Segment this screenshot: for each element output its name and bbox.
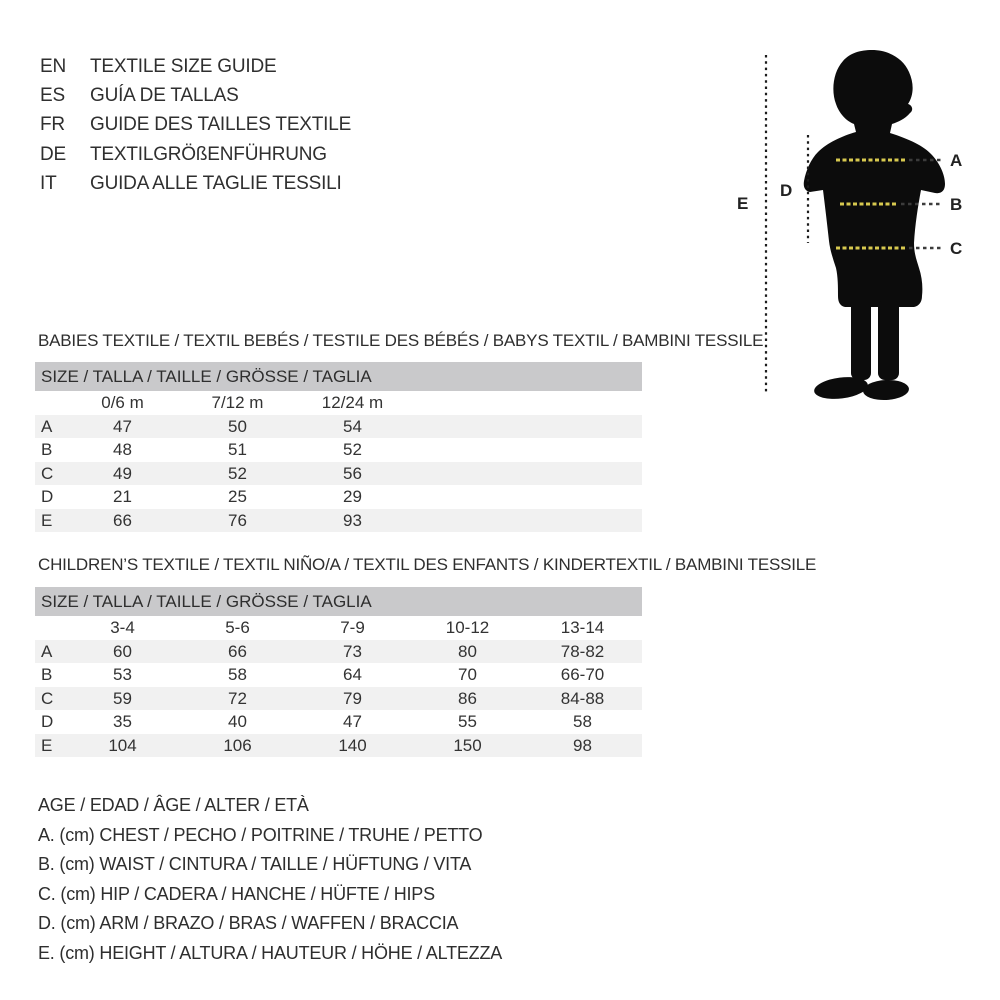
language-row <box>40 52 351 81</box>
table-cell: 64 <box>343 665 362 684</box>
row-label: A <box>41 641 53 661</box>
language-row <box>40 111 351 140</box>
table-row <box>35 663 642 687</box>
right-shoe <box>863 379 910 401</box>
table-row <box>35 640 642 664</box>
table-cell: 49 <box>113 463 132 483</box>
table-cell: 52 <box>343 440 362 459</box>
language-title: TEXTILGRÖßENFÜHRUNG <box>90 143 327 165</box>
table-cell: 106 <box>223 735 252 755</box>
row-label: B <box>41 665 53 684</box>
table-row <box>35 710 642 734</box>
table-cell: 47 <box>343 712 362 731</box>
column-header: 7-9 <box>340 618 365 637</box>
row-label: D <box>41 712 54 731</box>
legend-chest-line: A. (cm) CHEST / PECHO / POITRINE / TRUHE / PETTO <box>38 824 483 845</box>
table-cell: 73 <box>343 641 362 661</box>
table-row <box>35 734 642 758</box>
language-code: FR <box>40 114 65 136</box>
row-label: A <box>41 416 53 436</box>
table-cell: 59 <box>113 688 132 708</box>
table-cell: 25 <box>228 487 247 506</box>
table-cell: 47 <box>113 416 132 436</box>
table-cell: 70 <box>458 665 477 684</box>
table-cell: 56 <box>343 463 362 483</box>
right-leg <box>878 300 899 380</box>
language-code: ES <box>40 85 65 107</box>
column-header: 0/6 m <box>101 393 144 412</box>
table-row <box>35 509 642 533</box>
table-cell: 58 <box>573 712 592 731</box>
table-cell: 66 <box>228 641 247 661</box>
measure-label-a: A <box>950 151 963 170</box>
table-cell: 66 <box>113 510 132 530</box>
table-cell: 50 <box>228 416 247 436</box>
table-row <box>35 438 642 462</box>
table-cell: 21 <box>113 487 132 506</box>
table-cell: 48 <box>113 440 132 459</box>
legend-age-line: AGE / EDAD / ÂGE / ALTER / ETÀ <box>38 795 309 815</box>
table-cell: 54 <box>343 416 362 436</box>
column-header: 7/12 m <box>211 393 264 412</box>
measure-label-e: E <box>737 194 749 213</box>
row-label: D <box>41 487 54 506</box>
table-cell: 93 <box>343 510 362 530</box>
table-cell: 52 <box>228 463 247 483</box>
column-header: 5-6 <box>225 618 250 637</box>
row-label: E <box>41 510 53 530</box>
measurement-legend <box>38 791 502 968</box>
legend-hip-line: C. (cm) HIP / CADERA / HANCHE / HÜFTE / HIPS <box>38 883 435 904</box>
table-cell: 140 <box>338 735 367 755</box>
table-cell <box>35 616 65 640</box>
table-cell: 86 <box>458 688 477 708</box>
left-leg <box>851 300 871 380</box>
table-cell: 78-82 <box>560 641 605 661</box>
children-section-title: CHILDREN’S TEXTILE / TEXTIL NIÑO/A / TEXTIL DES ENFANTS / KINDERTEXTIL / BAMBINI TESSILE <box>38 555 817 574</box>
legend-height-line: E. (cm) HEIGHT / ALTURA / HAUTEUR / HÖHE / ALTEZZA <box>38 942 503 963</box>
column-header: 3-4 <box>110 618 135 637</box>
measure-label-b: B <box>950 195 963 214</box>
table-row <box>35 687 642 711</box>
table-cell: 58 <box>228 665 247 684</box>
table-cell: 84-88 <box>560 688 605 708</box>
table-cell: 150 <box>453 735 482 755</box>
table-cell: 98 <box>573 735 592 755</box>
language-title: GUIDE DES TAILLES TEXTILE <box>90 114 352 136</box>
table-cell: 66-70 <box>560 665 605 684</box>
language-code: IT <box>40 173 57 195</box>
column-header: 13-14 <box>560 618 605 637</box>
table-cell: 72 <box>228 688 247 708</box>
legend-arm-line: D. (cm) ARM / BRAZO / BRAS / WAFFEN / BRACCIA <box>38 913 459 933</box>
table-cell: 79 <box>343 688 362 708</box>
table-cell: 40 <box>228 712 247 731</box>
child-silhouette <box>804 50 945 307</box>
table-cell: 80 <box>458 641 477 661</box>
table-cell: 60 <box>113 641 132 661</box>
row-label: C <box>41 463 54 483</box>
row-label: E <box>41 735 53 755</box>
table-row <box>35 462 642 486</box>
table-cell: 55 <box>458 712 477 731</box>
size-header-bar: SIZE / TALLA / TAILLE / GRÖSSE / TAGLIA <box>35 587 642 616</box>
table-cell: 104 <box>108 735 137 755</box>
children-size-table <box>35 587 642 757</box>
language-title: GUIDA ALLE TAGLIE TESSILI <box>90 173 342 195</box>
language-code: DE <box>40 143 66 165</box>
column-header-row <box>35 391 642 415</box>
table-row <box>35 485 642 509</box>
language-title: GUÍA DE TALLAS <box>90 85 239 107</box>
table-cell: 53 <box>113 665 132 684</box>
row-label: C <box>41 688 54 708</box>
table-row <box>35 415 642 439</box>
language-row <box>40 81 351 110</box>
table-cell <box>35 391 65 415</box>
measure-label-c: C <box>950 239 963 258</box>
row-label: B <box>41 440 53 459</box>
column-header-row <box>35 616 642 640</box>
measure-label-d: D <box>780 181 793 200</box>
table-cell: 29 <box>343 487 362 506</box>
language-code: EN <box>40 55 66 77</box>
language-row <box>40 170 351 199</box>
language-title-list <box>40 52 351 199</box>
table-cell: 76 <box>228 510 247 530</box>
size-header-bar: SIZE / TALLA / TAILLE / GRÖSSE / TAGLIA <box>35 362 642 391</box>
column-header: 12/24 m <box>321 393 384 412</box>
language-title: TEXTILE SIZE GUIDE <box>90 55 277 77</box>
language-row <box>40 140 351 169</box>
table-cell: 51 <box>228 440 247 459</box>
legend-waist-line: B. (cm) WAIST / CINTURA / TAILLE / HÜFTUNG / VITA <box>38 854 472 874</box>
column-header: 10-12 <box>445 618 490 637</box>
table-cell: 35 <box>113 712 132 731</box>
babies-section-title: BABIES TEXTILE / TEXTIL BEBÉS / TESTILE DES BÉBÉS / BABYS TEXTIL / BAMBINI TESSILE <box>38 331 764 350</box>
babies-size-table <box>35 362 642 532</box>
